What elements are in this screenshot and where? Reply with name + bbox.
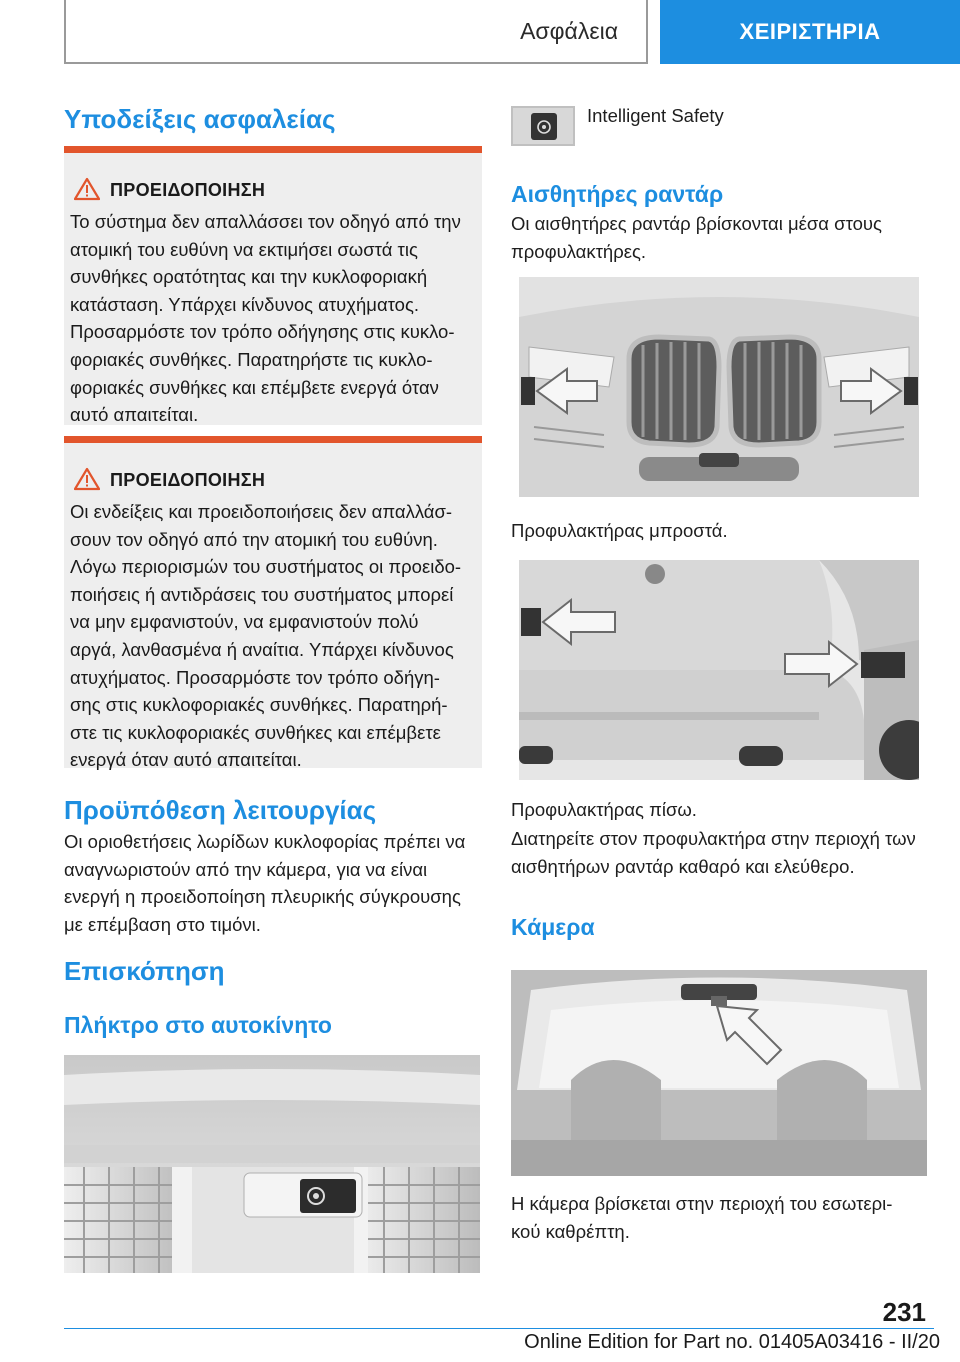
- footer-divider: [64, 1328, 934, 1329]
- page-number: 231: [882, 1297, 926, 1327]
- warning-box-2: [64, 436, 482, 771]
- header-section-box: [64, 0, 648, 64]
- front-bumper-caption: Προφυλακτήρας μπροστά.: [511, 520, 728, 541]
- keep-sensors-clean-text: Διατηρείτε στον προφυλακτήρα στην περιοχή των αισθητήρων ραντάρ καθαρό και ελεύθερο.: [511, 828, 916, 877]
- prerequisite-title: Προϋπόθεση λειτουργίας: [64, 795, 377, 825]
- rear-bumper-caption: Προφυλακτήρας πίσω.: [511, 799, 697, 820]
- intelligent-safety-label: Intelligent Safety: [587, 105, 724, 126]
- footer-edition: Online Edition for Part no. 01405A03416 - II/20: [524, 1331, 940, 1353]
- camera-location-image: [511, 970, 927, 1176]
- warning-box-1: [64, 146, 482, 425]
- header-chapter-label: ΧΕΙΡΙΣΤΗΡΙΑ: [739, 19, 881, 44]
- warning-text: Το σύστημα δεν απαλλάσσει τον οδηγό από την ατομική του ευθύνη να εκτιμήσει σωστά τις συνθήκες ορατότητας και την κυκλοφοριακή κατάσταση. Υπάρχει κίνδυνος ατυχήματος. Προσαρμόστε τον τρόπο οδήγησης στις κυκλο- φοριακές συνθήκες. Παρατηρήστε τις κυκλο- φοριακές συνθήκες και επέμβετε ενεργά όταν αυτό απαιτείται.: [70, 211, 461, 426]
- prerequisite-text: Οι οριοθετήσεις λωρίδων κυκλοφορίας πρέπει να αναγνωριστούν από την κάμερα, για να είναι ενεργή η προειδοποίηση πλευρικής σύγκρουσης με επέμβαση στο τιμόνι.: [64, 831, 466, 935]
- camera-title: Κάμερα: [511, 914, 595, 940]
- rear-bumper-image: [519, 560, 919, 780]
- button-in-vehicle-title: Πλήκτρο στο αυτοκίνητο: [64, 1012, 332, 1038]
- warning-triangle-icon: [74, 177, 100, 201]
- warning-text: Οι ενδείξεις και προειδοποιήσεις δεν απαλλάσ- σουν τον οδηγό από την ατομική του ευθύνη. Λόγω περιορισμών του συστήματος οι προειδο- ποιήσεις ή αντιδράσεις του συστήματος μπορεί να μην εμφανιστούν, να εμφανιστούν πολύ αργά, λανθασμένα ή αναίτια. Υπάρχει κίνδυνος ατυχήματος. Προσαρμόστε τον τρόπο οδήγη- σης στις κυκλοφοριακές συνθήκες. Παρατηρή- στε τις κυκλοφοριακές συνθήκες και επέμβετε ενεργά όταν αυτό απαιτείται.: [70, 501, 462, 771]
- warning-triangle-icon: [74, 467, 100, 491]
- camera-text: Η κάμερα βρίσκεται στην περιοχή του εσωτερι- κού καθρέπτη.: [511, 1193, 893, 1242]
- intelligent-safety-button-icon: [511, 106, 575, 146]
- overview-title: Επισκόπηση: [64, 956, 225, 986]
- header-section-label: Ασφάλεια: [520, 17, 618, 44]
- front-bumper-image: [519, 277, 919, 497]
- warning-label: ΠΡΟΕΙΔΟΠΟΙΗΣΗ: [110, 180, 266, 200]
- intelligent-safety-button-image: [64, 1055, 480, 1273]
- radar-sensors-title: Αισθητήρες ραντάρ: [511, 181, 724, 207]
- radar-sensors-text: Οι αισθητήρες ραντάρ βρίσκονται μέσα στους προφυλακτήρες.: [511, 213, 882, 262]
- warning-label: ΠΡΟΕΙΔΟΠΟΙΗΣΗ: [110, 470, 266, 490]
- safety-notes-title: Υποδείξεις ασφαλείας: [64, 104, 336, 134]
- header-chapter-tab[interactable]: [660, 0, 960, 64]
